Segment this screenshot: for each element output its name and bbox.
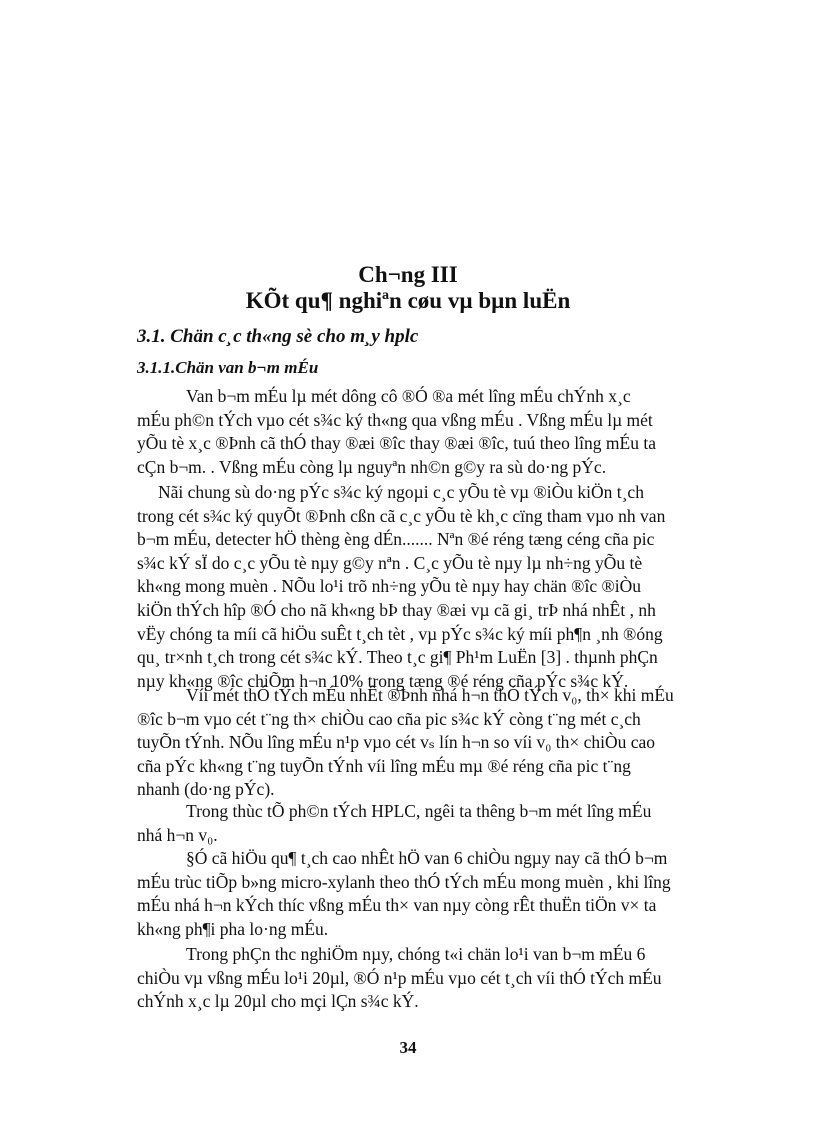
paragraph-line: ®îc b¬m vµo cét t¨ng th× chiÒu cao cña pic s¾c kÝ còng t¨ng mét c¸ch bbox=[137, 708, 641, 729]
paragraph-line: qu¸ tr×nh t¸ch trong cét s¾c kÝ. Theo t¸c gi¶ Ph¹m LuËn [3] . thµnh phÇn bbox=[137, 647, 658, 668]
page-number: 34 bbox=[399, 1038, 417, 1057]
paragraph-line: yÕu tè x¸c ®Þnh cã thÓ thay ®æi ®îc thay ®æi ®îc, tuú theo lîng mÉu ta bbox=[137, 433, 656, 454]
paragraph-line: chiÒu vµ vßng mÉu lo¹i 20µl, ®Ó n¹p mÉu vµo cét t¸ch víi thÓ tÝch mÉu bbox=[137, 967, 662, 988]
paragraph-4 bbox=[137, 800, 767, 847]
paragraph-line: nµy kh«ng ®îc chiÕm h¬n 10% trong tæng ®é réng cña pÝc s¾c kÝ. bbox=[137, 670, 629, 691]
paragraph-line: s¾c kÝ sÏ do c¸c yÕu tè nµy g©y nªn . C¸c yÕu tè nµy lµ nh÷ng yÕu tè bbox=[137, 552, 643, 573]
paragraph-line: §Ó cã hiÖu qu¶ t¸ch cao nhÊt hÖ van 6 chiÒu ngµy nay cã thÓ b¬m bbox=[186, 848, 668, 868]
paragraph-line: mÉu trùc tiÕp b»ng micro-xylanh theo thÓ tÝch mÉu mong muèn , khi lîng bbox=[137, 871, 671, 892]
paragraph-line: b¬m mÉu, detecter hÖ thèng èng dÉn....... Nªn ®é réng tæng céng cña pic bbox=[137, 529, 655, 550]
chapter-title: KÕt qu¶ nghiªn cøu vµ bµn luËn bbox=[245, 288, 571, 313]
paragraph-line: kh«ng ph¶i pha lo·ng mÉu. bbox=[137, 918, 329, 939]
paragraph-line: Van b¬m mÉu lµ mét dông cô ®Ó ®a mét lîng mÉu chÝnh x¸c bbox=[186, 386, 631, 406]
paragraph-line: mÉu ph©n tÝch vµo cét s¾c ký th«ng qua vßng mÉu . Vßng mÉu lµ mét bbox=[137, 409, 653, 430]
paragraph-line: mÉu nhá h¬n kÝch thíc vßng mÉu th× van nµy còng rÊt thuËn tiÖn v× ta bbox=[137, 895, 657, 916]
paragraph-line: Trong thùc tÕ ph©n tÝch HPLC, ngêi ta thêng b¬m mét lîng mÉu bbox=[186, 801, 652, 821]
chapter-number: Ch¬ng III bbox=[358, 262, 458, 287]
paragraph-line: cÇn b¬m. . Vßng mÉu còng lµ nguyªn nh©n g©y ra sù do·ng pÝc. bbox=[137, 456, 607, 477]
section-heading: 3.1. Chän c¸c th«ng sè cho m¸y hplc bbox=[137, 326, 419, 347]
paragraph-line: tuyÕn tÝnh. NÕu lîng mÉu n¹p vµo cét vₛ lín h¬n so víi v₀ th× chiÒu cao bbox=[137, 732, 656, 753]
subsection-heading: 3.1.1.Chän van b¬m mÉu bbox=[137, 358, 319, 377]
paragraph-line: cña pÝc kh«ng t¨ng tuyÕn tÝnh víi lîng mÉu mµ ®é réng cña pic t¨ng bbox=[137, 755, 631, 776]
paragraph-line: nhá h¬n v₀. bbox=[137, 824, 218, 845]
paragraph-line: chÝnh x¸c lµ 20µl cho mçi lÇn s¾c kÝ. bbox=[137, 991, 419, 1012]
paragraph-6 bbox=[137, 943, 767, 1014]
paragraph-line: Víi mét thÓ tÝch mÉu nhÊt ®Þnh nhá h¬n thÓ tÝch v₀, th× khi mÉu bbox=[186, 685, 674, 705]
paragraph-5 bbox=[137, 847, 767, 941]
paragraph-line: kiÖn thÝch hîp ®Ó cho nã kh«ng bÞ thay ®æi vµ cã gi¸ trÞ nhá nhÊt , nh bbox=[137, 599, 656, 620]
paragraph-line: trong cét s¾c ký quyÕt ®Þnh cßn cã c¸c yÕu tè kh¸c cïng tham vµo nh van bbox=[137, 505, 666, 526]
paragraph-1 bbox=[137, 385, 767, 479]
paragraph-line: kh«ng mong muèn . NÕu lo¹i trõ nh÷ng yÕu tè nµy hay chän ®îc ®iÒu bbox=[137, 576, 642, 597]
paragraph-2 bbox=[137, 481, 767, 693]
paragraph-line: Trong phÇn thc nghiÖm nµy, chóng t«i chän lo¹i van b¬m mÉu 6 bbox=[186, 944, 646, 964]
paragraph-line: nhanh (do·ng pÝc). bbox=[137, 779, 275, 800]
paragraph-line: vËy chóng ta míi cã hiÖu suÊt t¸ch tèt , vµ pÝc s¾c ký míi ph¶n ¸nh ®óng bbox=[137, 623, 663, 644]
paragraph-line: Nãi chung sù do·ng pÝc s¾c ký ngoµi c¸c yÕu tè vµ ®iÒu kiÖn t¸ch bbox=[158, 482, 644, 502]
paragraph-3 bbox=[137, 684, 767, 802]
